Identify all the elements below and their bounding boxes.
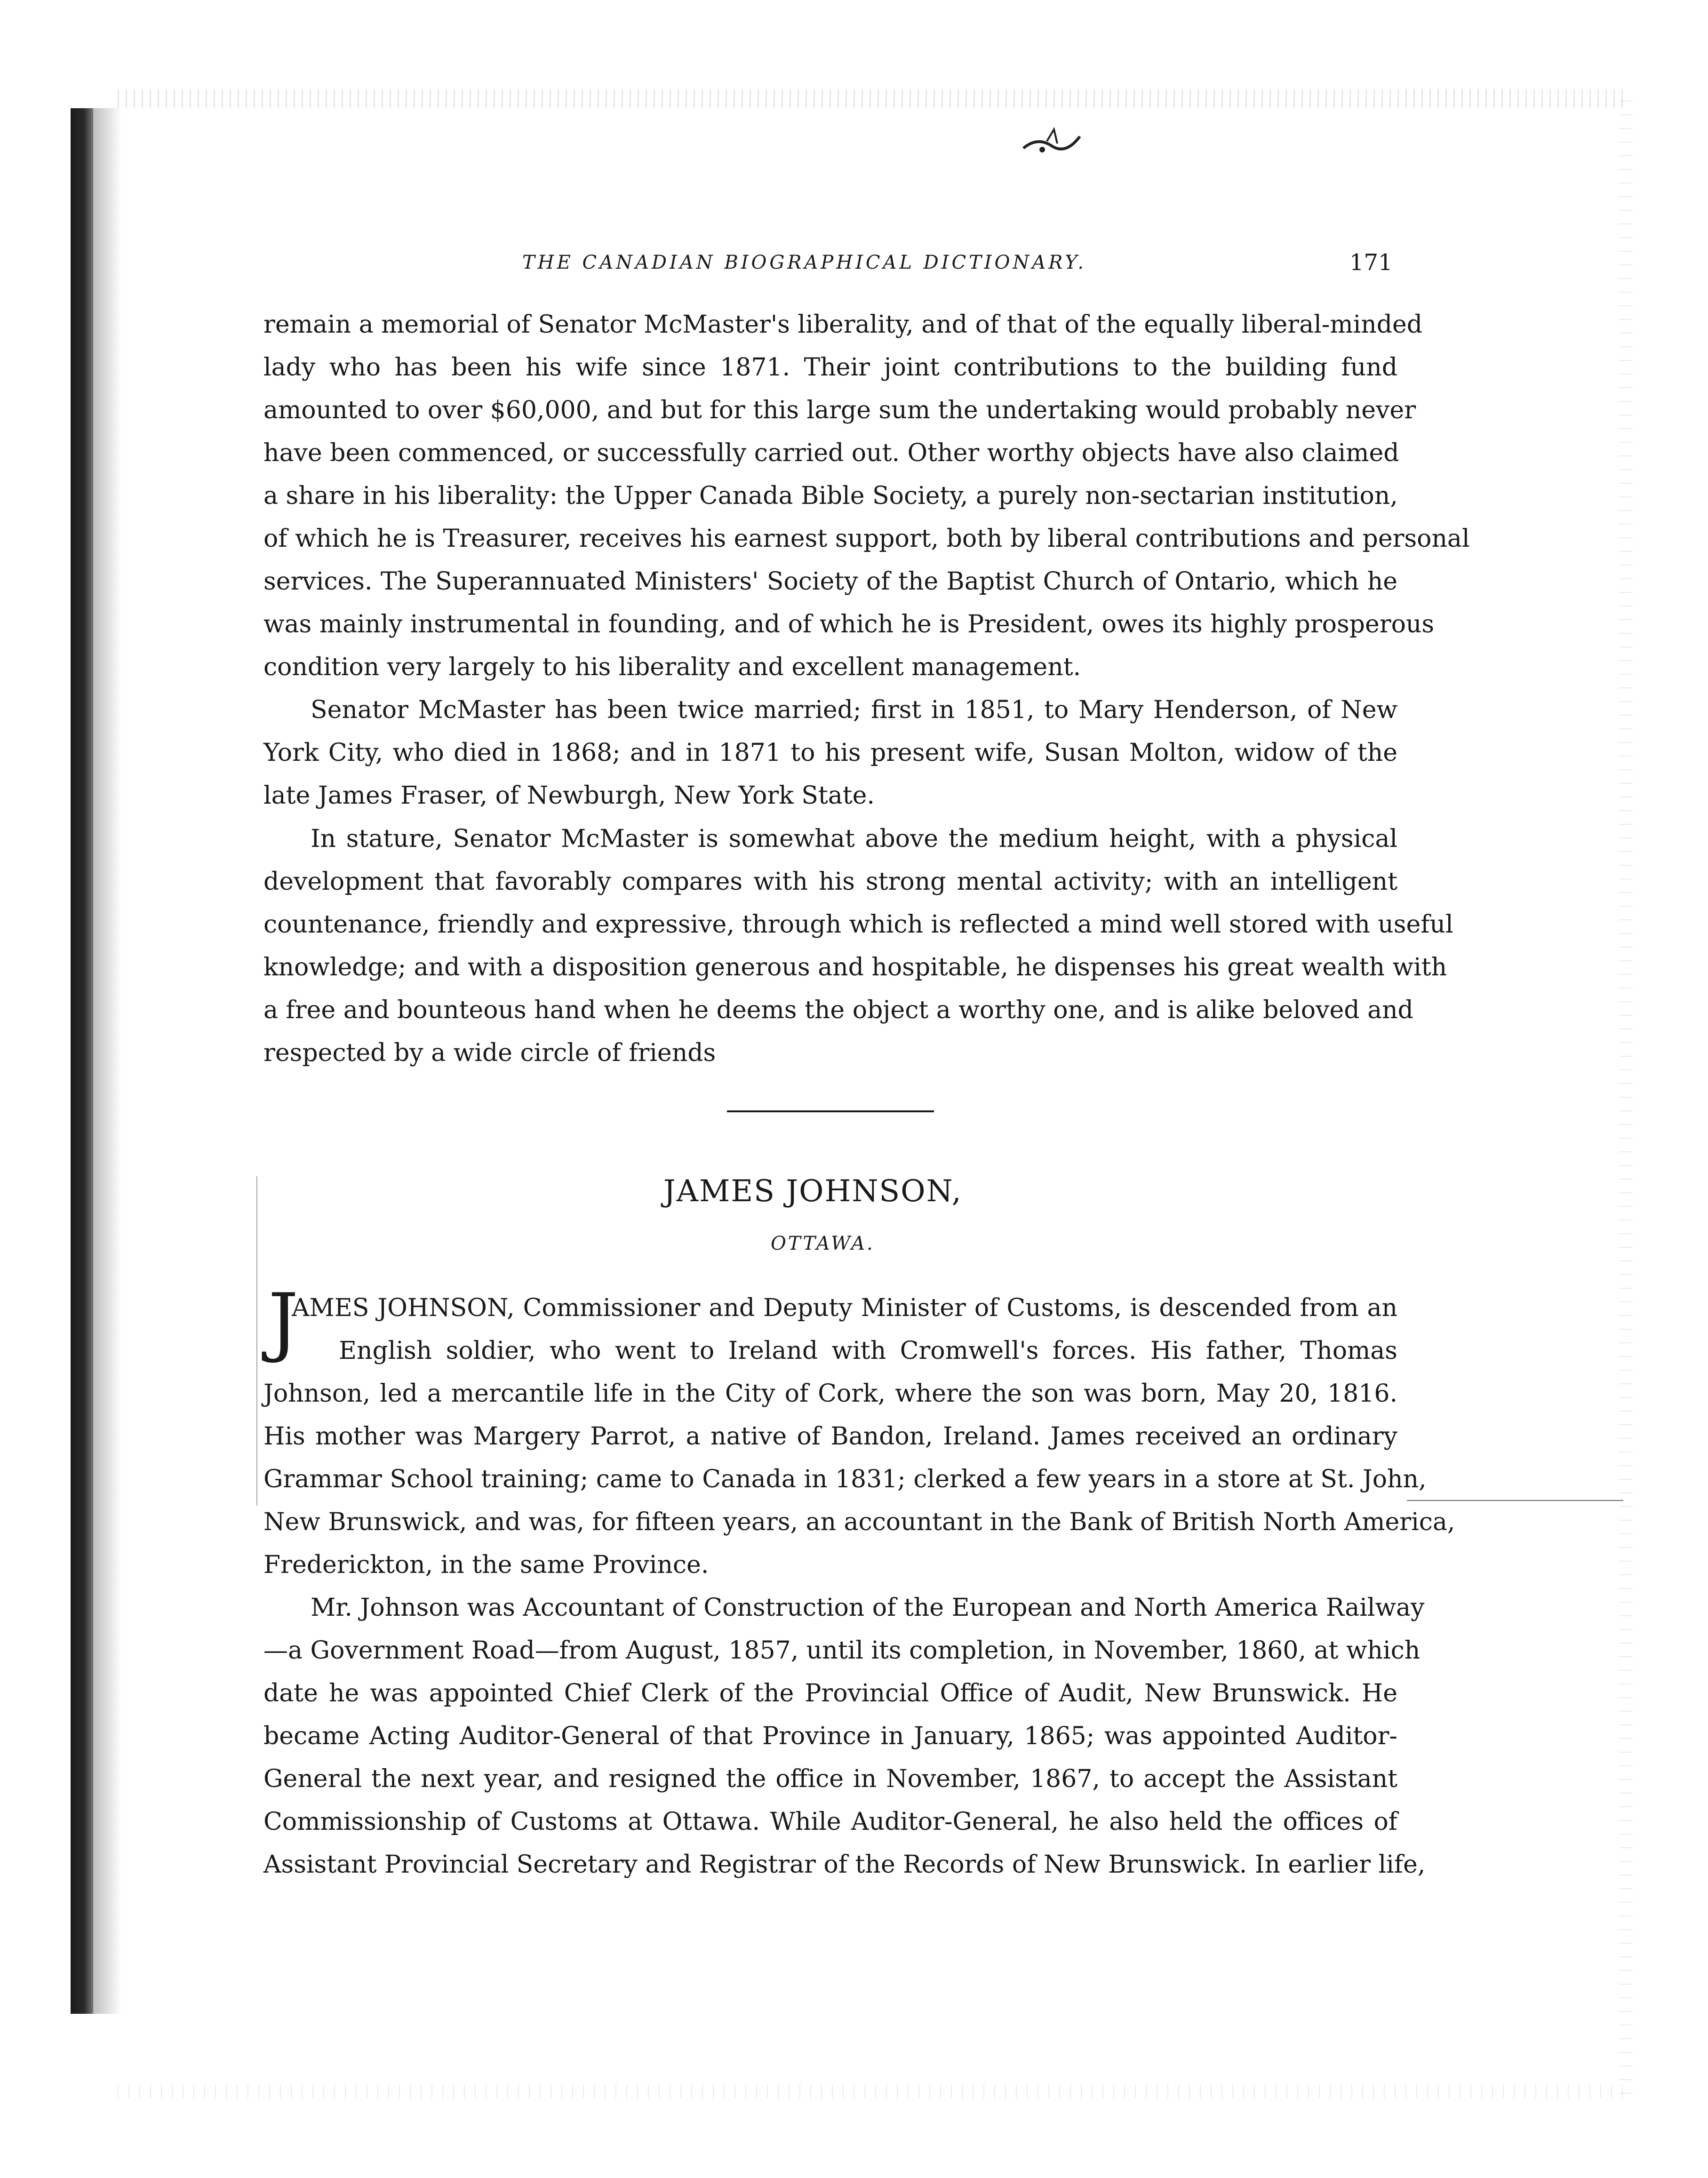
text-line: services. The Superannuated Ministers' Society of the Baptist Church of Ontario, which he — [263, 567, 1397, 596]
entry-paragraph-1 — [263, 1287, 1455, 1587]
text-line-content: Mr. Johnson was Accountant of Construction of the European and North America Railway — [311, 1594, 1425, 1622]
ink-blot — [1019, 127, 1085, 160]
text-line: —a Government Road—from August, 1857, until its completion, in November, 1860, at which — [263, 1636, 1421, 1665]
text-line: amounted to over $60,000, and but for this large sum the undertaking would probably never — [263, 396, 1416, 424]
page-number: 171 — [1349, 249, 1393, 276]
text-line: English soldier, who went to Ireland with Cromwell's forces. His father, Thomas — [339, 1337, 1397, 1365]
text-line: AMES JOHNSON, Commissioner and Deputy Minister of Customs, is descended from an — [292, 1294, 1397, 1322]
text-line: General the next year, and resigned the office in November, 1867, to accept the Assistant — [263, 1765, 1397, 1793]
text-line: Frederickton, in the same Province. — [263, 1551, 709, 1579]
text-line: date he was appointed Chief Clerk of the Provincial Office of Audit, New Brunswick. He — [263, 1679, 1397, 1707]
text-line — [263, 1587, 1425, 1629]
continued-paragraph-2 — [263, 689, 1397, 817]
text-line: was mainly instrumental in founding, and of which he is President, owes its highly prosperous — [263, 610, 1435, 638]
text-line: York City, who died in 1868; and in 1871 to his present wife, Susan Molton, widow of the — [263, 739, 1397, 767]
text-line: Commissionship of Customs at Ottawa. While Auditor-General, he also held the offices of — [263, 1808, 1397, 1836]
entry-title: JAMES JOHNSON, — [663, 1174, 962, 1209]
scan-speckle-bottom — [118, 2084, 1623, 2098]
text-line: lady who has been his wife since 1871. Their joint contributions to the building fund — [263, 353, 1397, 382]
text-line-content: Senator McMaster has been twice married; first in 1851, to Mary Henderson, of New — [311, 696, 1397, 724]
scan-speckle-top — [118, 89, 1623, 108]
margin-mark-left — [256, 1176, 257, 1506]
running-title: THE CANADIAN BIOGRAPHICAL DICTIONARY. — [522, 252, 1087, 273]
entry-location: OTTAWA. — [771, 1233, 875, 1254]
binding-shadow — [71, 108, 93, 2014]
text-line: late James Fraser, of Newburgh, New York State. — [263, 782, 875, 810]
text-line: Grammar School training; came to Canada in 1831; clerked a few years in a store at St. John, — [263, 1465, 1427, 1493]
text-line: condition very largely to his liberality and excellent management. — [263, 653, 1081, 681]
text-line: His mother was Margery Parrot, a native of Bandon, Ireland. James received an ordinary — [263, 1422, 1397, 1451]
text-line: New Brunswick, and was, for fifteen years, an accountant in the Bank of British North America, — [263, 1508, 1455, 1536]
text-line-content: In stature, Senator McMaster is somewhat above the medium height, with a physical — [311, 825, 1397, 853]
continued-paragraph-1 — [263, 303, 1470, 689]
scan-speckle-right — [1619, 89, 1633, 2094]
text-line: respected by a wide circle of friends — [263, 1039, 716, 1067]
binding-shadow-gradient — [93, 108, 121, 2014]
text-line: Assistant Provincial Secretary and Registrar of the Records of New Brunswick. In earlier life, — [263, 1851, 1426, 1879]
text-line: remain a memorial of Senator McMaster's liberality, and of that of the equally liberal-minded — [263, 311, 1423, 339]
text-line — [263, 689, 1397, 732]
text-line: became Acting Auditor-General of that Province in January, 1865; was appointed Auditor- — [263, 1722, 1397, 1750]
text-line: Johnson, led a mercantile life in the City of Cork, where the son was born, May 20, 1816. — [263, 1380, 1397, 1408]
drop-cap: J — [268, 1277, 299, 1365]
text-line: have been commenced, or successfully carried out. Other worthy objects have also claimed — [263, 439, 1399, 467]
text-line — [263, 818, 1397, 861]
entry-paragraph-2 — [263, 1587, 1426, 1886]
continued-paragraph-3 — [263, 818, 1453, 1075]
text-line: a free and bounteous hand when he deems the object a worthy one, and is alike beloved and — [263, 996, 1413, 1024]
text-line: development that favorably compares with his strong mental activity; with an intelligent — [263, 868, 1397, 896]
text-line: countenance, friendly and expressive, through which is reflected a mind well stored with useful — [263, 910, 1453, 939]
section-divider — [727, 1110, 934, 1112]
text-line: of which he is Treasurer, receives his earnest support, both by liberal contributions and personal — [263, 525, 1470, 553]
text-line: knowledge; and with a disposition generous and hospitable, he dispenses his great wealth with — [263, 953, 1447, 981]
margin-mark-right — [1407, 1500, 1623, 1501]
text-line: a share in his liberality: the Upper Canada Bible Society, a purely non-sectarian institution, — [263, 482, 1398, 510]
